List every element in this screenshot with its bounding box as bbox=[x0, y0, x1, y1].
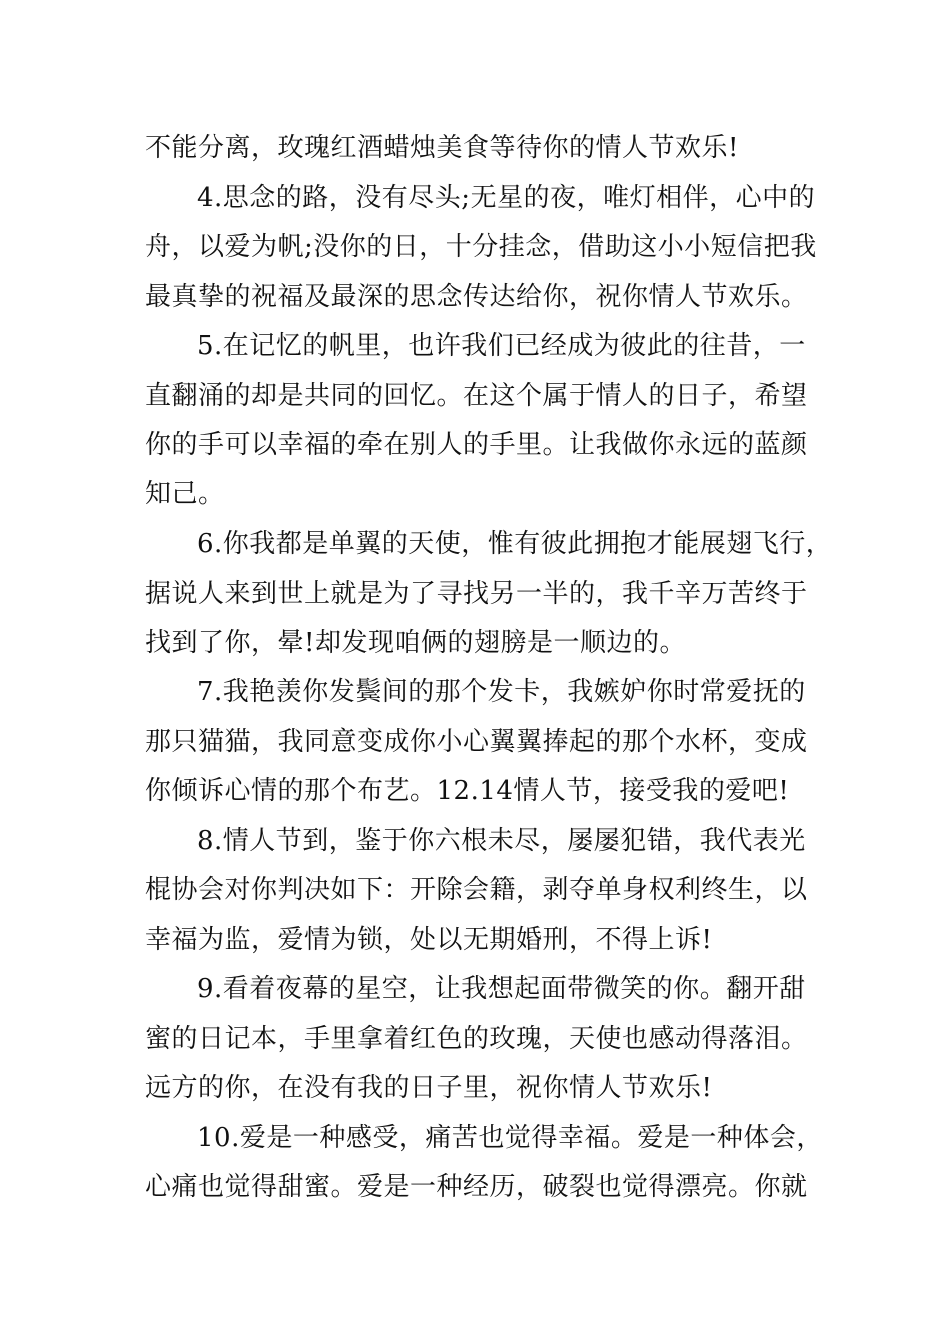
text-line: 8.情人节到，鉴于你六根未尽，屡屡犯错，我代表光 bbox=[197, 826, 806, 856]
text-line: 你的手可以幸福的牵在别人的手里。让我做你永远的蓝颜 bbox=[145, 430, 808, 460]
text-line: 远方的你，在没有我的日子里，祝你情人节欢乐! bbox=[145, 1073, 713, 1103]
text-line: 10.爱是一种感受，痛苦也觉得幸福。爱是一种体会， bbox=[197, 1123, 823, 1153]
text-line: 找到了你，晕!却发现咱俩的翅膀是一顺边的。 bbox=[145, 628, 686, 658]
text-line: 最真挚的祝福及最深的思念传达给你，祝你情人节欢乐。 bbox=[145, 282, 808, 312]
text-line: 6.你我都是单翼的天使，惟有彼此拥抱才能展翅飞行， bbox=[197, 529, 833, 559]
text-line: 知己。 bbox=[145, 479, 225, 509]
text-line: 4.思念的路，没有尽头;无星的夜，唯灯相伴，心中的 bbox=[197, 183, 816, 213]
text-line: 蜜的日记本，手里拿着红色的玫瑰，天使也感动得落泪。 bbox=[145, 1024, 808, 1054]
text-line: 那只猫猫，我同意变成你小心翼翼捧起的那个水杯，变成 bbox=[145, 727, 808, 757]
text-line: 你倾诉心情的那个布艺。12.14情人节，接受我的爱吧! bbox=[145, 776, 790, 806]
text-line: 9.看着夜幕的星空，让我想起面带微笑的你。翻开甜 bbox=[197, 974, 806, 1004]
text-line: 幸福为监，爱情为锁，处以无期婚刑，不得上诉! bbox=[145, 925, 713, 955]
text-line: 据说人来到世上就是为了寻找另一半的，我千辛万苦终于 bbox=[145, 579, 808, 609]
text-line: 7.我艳羡你发鬓间的那个发卡，我嫉妒你时常爱抚的 bbox=[197, 677, 806, 707]
text-line: 5.在记忆的帆里，也许我们已经成为彼此的往昔，一 bbox=[197, 331, 806, 361]
text-line: 心痛也觉得甜蜜。爱是一种经历，破裂也觉得漂亮。你就 bbox=[145, 1172, 808, 1202]
text-line: 不能分离，玫瑰红酒蜡烛美食等待你的情人节欢乐! bbox=[145, 133, 739, 163]
text-line: 棍协会对你判决如下：开除会籍，剥夺单身权利终生，以 bbox=[145, 875, 808, 905]
text-line: 直翻涌的却是共同的回忆。在这个属于情人的日子，希望 bbox=[145, 381, 808, 411]
text-line: 舟，以爱为帆;没你的日，十分挂念，借助这小小短信把我 bbox=[145, 232, 817, 262]
